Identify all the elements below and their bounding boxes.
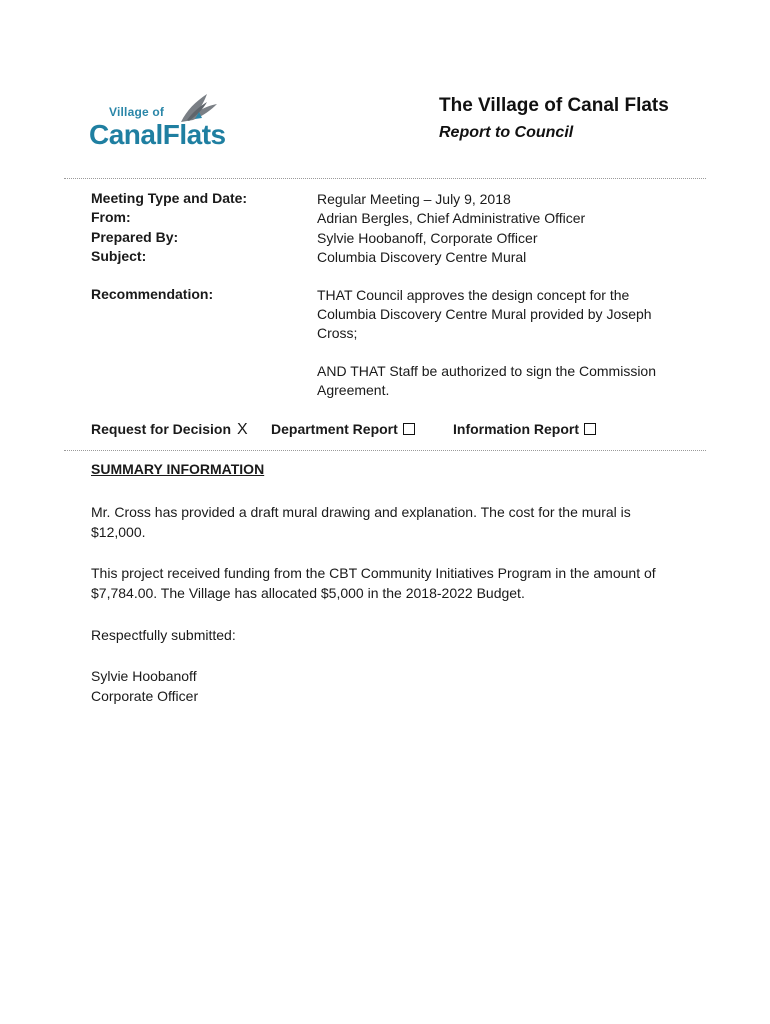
request-for-decision-mark: X: [237, 421, 248, 438]
subject-label: Subject:: [91, 248, 147, 264]
summary-heading: SUMMARY INFORMATION: [91, 461, 265, 477]
village-logo: [89, 92, 251, 154]
information-report-checkbox: [584, 423, 596, 435]
signer-title: Corporate Officer: [91, 688, 199, 704]
meeting-label: Meeting Type and Date:: [91, 190, 248, 206]
logo-main-text: CanalFlats: [89, 119, 226, 150]
signer-name: Sylvie Hoobanoff: [91, 668, 197, 684]
prepared-by-label: Prepared By:: [91, 229, 179, 245]
recommendation-text-1: THAT Council approves the design concept for the Columbia Discovery Centre Mural provided by Joseph Cross;: [317, 287, 652, 341]
meeting-value: Regular Meeting – July 9, 2018: [317, 191, 511, 207]
request-for-decision-label: Request for Decision: [91, 421, 232, 437]
recommendation-text-2: AND THAT Staff be authorized to sign the Commission Agreement.: [317, 363, 657, 398]
department-report-checkbox: [403, 423, 415, 435]
page-title: The Village of Canal Flats: [439, 95, 669, 116]
logo-top-text: Village of: [109, 105, 165, 119]
summary-paragraph-2: This project received funding from the CBT Community Initiatives Program in the amount of $7,784.00. The Village has allocated $5,000 in the 2018-2022 Budget.: [91, 565, 656, 601]
request-for-decision-option: [91, 421, 248, 439]
from-value: Adrian Bergles, Chief Administrative Officer: [317, 210, 586, 226]
page-subtitle: Report to Council: [439, 124, 574, 141]
closing-text: Respectfully submitted:: [91, 627, 236, 643]
subject-value: Columbia Discovery Centre Mural: [317, 249, 527, 265]
information-report-label: Information Report: [453, 421, 579, 437]
information-report-option: [453, 421, 596, 437]
top-divider: [64, 178, 706, 179]
recommendation-label: Recommendation:: [91, 286, 214, 302]
from-label: From:: [91, 209, 131, 225]
department-report-label: Department Report: [271, 421, 398, 437]
bottom-divider: [64, 450, 706, 451]
prepared-by-value: Sylvie Hoobanoff, Corporate Officer: [317, 230, 538, 246]
department-report-option: [271, 421, 415, 437]
summary-paragraph-1: Mr. Cross has provided a draft mural drawing and explanation. The cost for the mural is $12,000.: [91, 504, 631, 540]
